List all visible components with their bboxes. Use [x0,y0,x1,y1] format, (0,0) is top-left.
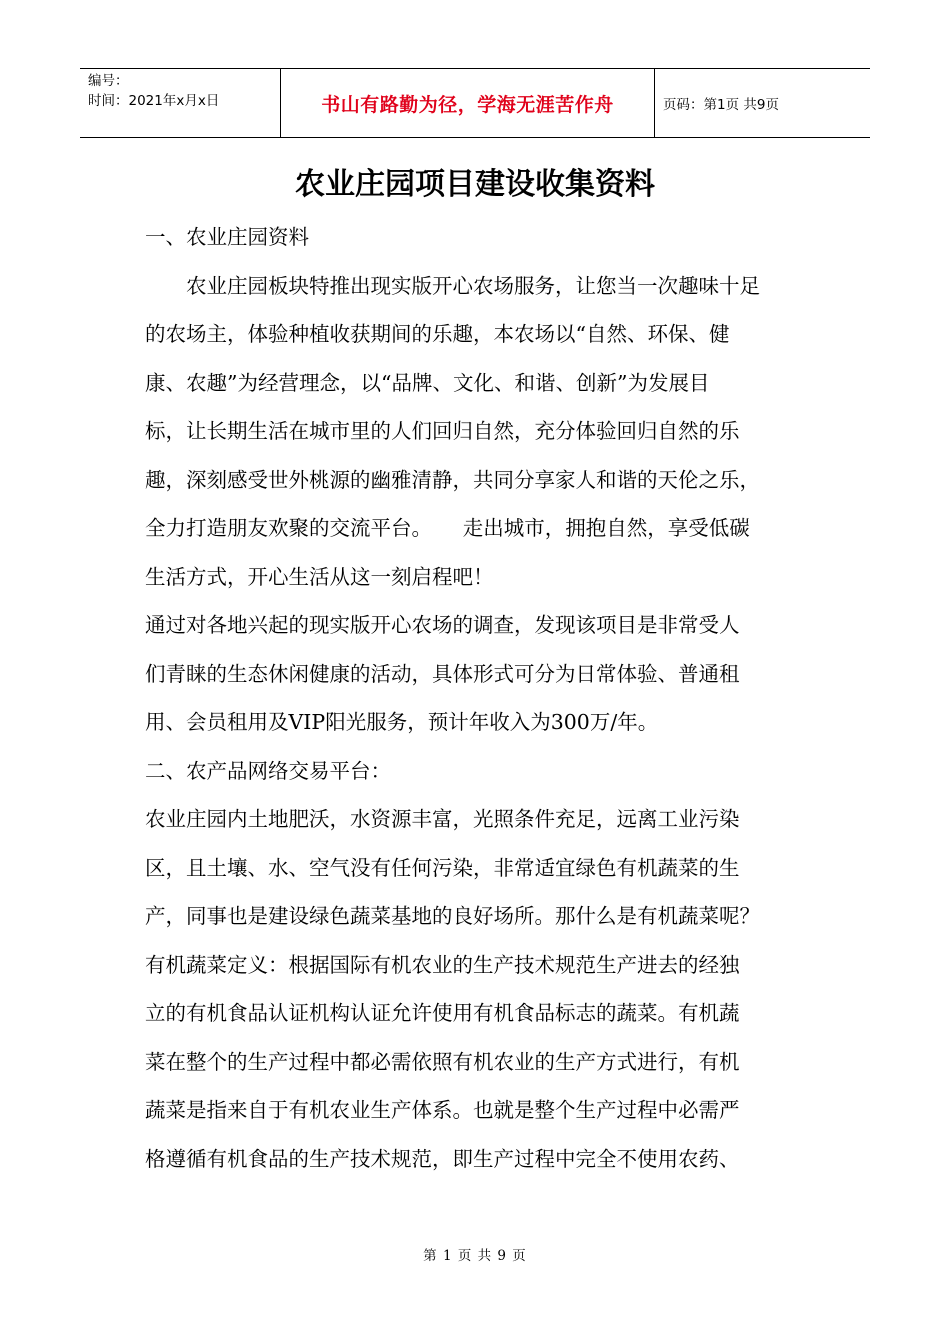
body-line: 趣，深刻感受世外桃源的幽雅清静，共同分享家人和谐的天伦之乐， [145,467,760,492]
body-line: 康、农趣”为经营理念，以“品牌、文化、和谐、创新”为发展目 [145,370,710,395]
body-line: 标，让长期生活在城市里的人们回归自然，充分体验回归自然的乐 [145,419,740,443]
body-line: 们青睐的生态休闲健康的活动，具体形式可分为日常体验、普通租 [145,661,740,686]
page-info: 页码：第1页 共9页 [663,97,779,113]
page-footer: 第 1 页 共 9 页 [423,1248,527,1264]
body-line: 蔬菜是指来自于有机农业生产体系。也就是整个生产过程中必需严 [145,1098,740,1122]
body-line: 区，且土壤、水、空气没有任何污染，非常适宜绿色有机蔬菜的生 [145,855,740,880]
header-page-cell [655,69,870,137]
body-line: 通过对各地兴起的现实版开心农场的调查，发现该项目是非常受人 [145,613,740,637]
body-line: 生活方式，开心生活从这一刻启程吧！ [145,564,494,589]
number-label: 编号： [88,73,129,89]
body-line: 格遵循有机食品的生产技术规范，即生产过程中完全不使用农药、 [145,1146,740,1171]
time-label: 时间：2021年x月x日 [88,93,220,109]
body-line: 用、会员租用及VIP阳光服务，预计年收入为300万/年。 [145,710,659,734]
document-title: 农业庄园项目建设收集资料 [295,167,655,202]
body-line: 立的有机食品认证机构认证允许使用有机食品标志的蔬菜。有机蔬 [145,1001,740,1025]
body-line: 一、农业庄园资料 [145,225,309,249]
document-body [145,213,815,1183]
body-line: 产，同事也是建设绿色蔬菜基地的良好场所。那什么是有机蔬菜呢？ [145,904,760,928]
document-header [80,68,870,138]
header-motto-cell [281,69,655,137]
body-line: 农业庄园内土地肥沃，水资源丰富，光照条件充足，远离工业污染 [145,807,740,831]
motto-text: 书山有路勤为径，学海无涯苦作舟 [321,93,614,116]
body-line: 全力打造朋友欢聚的交流平台。 走出城市，拥抱自然，享受低碳 [145,516,750,540]
header-left-cell [80,69,281,137]
body-line: 菜在整个的生产过程中都必需依照有机农业的生产方式进行，有机 [145,1049,740,1074]
body-line: 有机蔬菜定义：根据国际有机农业的生产技术规范生产进去的经独 [145,952,740,977]
body-line: 农业庄园板块特推出现实版开心农场服务，让您当一次趣味十足 [145,273,760,298]
body-line: 二、农产品网络交易平台： [145,758,391,783]
body-line: 的农场主，体验种植收获期间的乐趣，本农场以“自然、环保、健 [145,322,730,346]
